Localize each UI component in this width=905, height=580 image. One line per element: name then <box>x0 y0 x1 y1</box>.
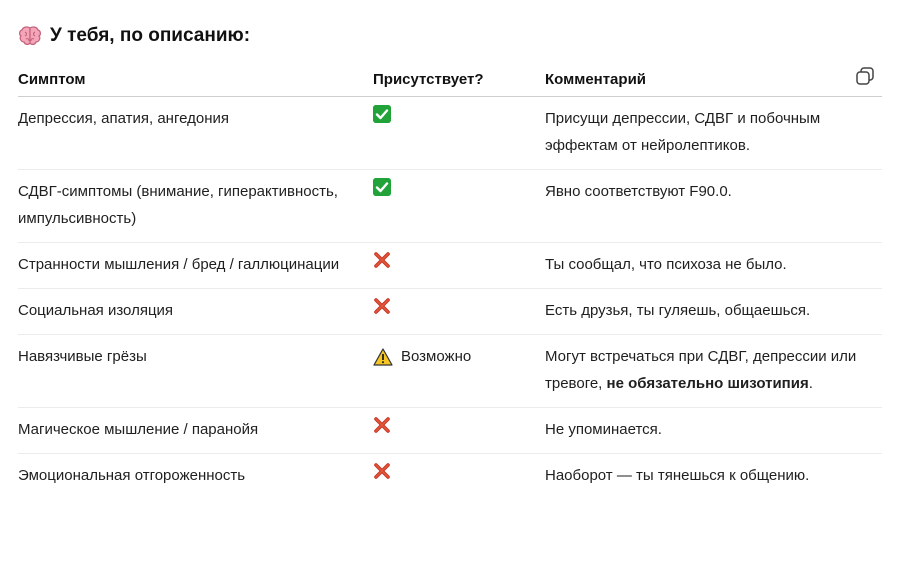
symptom-cell <box>18 170 373 243</box>
comment-text <box>545 416 882 443</box>
comment-main: Наоборот — ты тянешься к общению. <box>545 467 810 484</box>
section-heading <box>18 0 882 50</box>
table-row <box>18 289 882 335</box>
check-mark-icon <box>373 178 391 196</box>
response-section <box>18 0 882 499</box>
table-row <box>18 243 882 289</box>
table-row <box>18 454 882 500</box>
table-row <box>18 335 882 408</box>
symptom-cell <box>18 335 373 408</box>
copy-icon <box>855 66 875 86</box>
status-cell <box>373 335 545 408</box>
comment-cell <box>545 408 882 454</box>
column-header-comment <box>545 62 882 97</box>
cross-mark-icon <box>373 297 391 315</box>
status-indicator <box>373 251 545 269</box>
status-cell <box>373 454 545 500</box>
symptom-text: СДВГ-симптомы (внимание, гиперактивность, импульсивность) <box>18 183 338 227</box>
check-mark-icon <box>373 105 391 123</box>
comment-main: Есть друзья, ты гуляешь, общаешься. <box>545 302 811 319</box>
status-cell <box>373 170 545 243</box>
column-header-comment-label: Комментарий <box>545 70 647 88</box>
section-heading-text: У тебя, по описанию: <box>50 25 251 46</box>
comment-main: Явно соответствуют F90.0. <box>545 183 732 200</box>
comment-main: Не упоминается. <box>545 421 662 438</box>
copy-table-button[interactable] <box>854 65 876 87</box>
comment-text <box>545 105 882 159</box>
status-cell <box>373 289 545 335</box>
status-cell <box>373 408 545 454</box>
comment-tail: . <box>808 375 813 392</box>
comment-main: Могут встречаться при СДВГ, депрессии или тревоге, <box>545 348 857 392</box>
symptom-cell <box>18 289 373 335</box>
symptom-cell <box>18 243 373 289</box>
column-header-symptom: Симптом <box>18 62 373 97</box>
cross-mark-icon <box>373 416 391 434</box>
symptom-cell <box>18 408 373 454</box>
symptom-text: Навязчивые грёзы <box>18 348 147 365</box>
status-indicator <box>373 178 545 196</box>
cross-mark-icon <box>373 462 391 480</box>
comment-main: Присущи депрессии, СДВГ и побочным эффектам от нейролептиков. <box>545 110 821 154</box>
symptom-table <box>18 62 882 499</box>
comment-cell <box>545 170 882 243</box>
cross-mark-icon <box>373 251 391 269</box>
warning-icon <box>373 348 393 366</box>
table-header-row <box>18 62 882 97</box>
comment-cell <box>545 243 882 289</box>
status-indicator <box>373 416 545 434</box>
status-cell <box>373 97 545 170</box>
comment-cell <box>545 335 882 408</box>
comment-cell <box>545 97 882 170</box>
comment-text <box>545 178 882 205</box>
status-text: Возможно <box>401 348 472 365</box>
table-row <box>18 97 882 170</box>
status-cell <box>373 243 545 289</box>
column-header-present: Присутствует? <box>373 62 545 97</box>
comment-main: Ты сообщал, что психоза не было. <box>545 256 787 273</box>
status-indicator <box>373 343 545 370</box>
comment-text <box>545 462 882 489</box>
symptom-cell <box>18 97 373 170</box>
symptom-text: Эмоциональная отгороженность <box>18 467 246 484</box>
symptom-text: Депрессия, апатия, ангедония <box>18 110 229 127</box>
symptom-text: Странности мышления / бред / галлюцинации <box>18 256 340 273</box>
symptom-text: Социальная изоляция <box>18 302 174 319</box>
status-indicator <box>373 297 545 315</box>
table-row <box>18 170 882 243</box>
comment-emphasis: не обязательно шизотипия <box>606 375 809 392</box>
comment-cell <box>545 289 882 335</box>
symptom-text: Магическое мышление / паранойя <box>18 421 259 438</box>
comment-text <box>545 251 882 278</box>
status-indicator <box>373 105 545 123</box>
brain-icon <box>18 25 42 47</box>
symptom-cell <box>18 454 373 500</box>
comment-text <box>545 297 882 324</box>
comment-text <box>545 343 882 397</box>
table-row <box>18 408 882 454</box>
status-indicator <box>373 462 545 480</box>
comment-cell <box>545 454 882 500</box>
